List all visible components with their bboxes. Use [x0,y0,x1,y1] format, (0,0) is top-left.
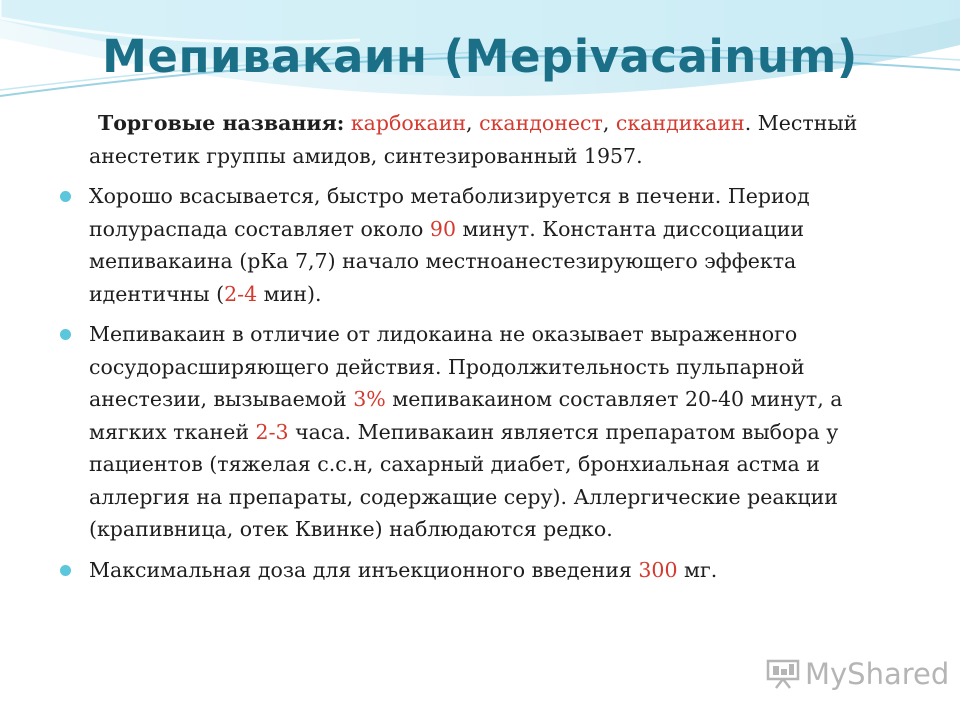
bullet-item [60,318,920,546]
bullet-item [60,180,920,310]
highlight-value: 300 [638,557,678,582]
highlight-value: 2-3 [255,419,289,444]
bullet-text: минут. Константа диссоциации мепивакаина (рКа 7,7) начало местноанестезирующего эффекта идентичны ( [89,216,805,306]
trade-names-label: Торговые названия: [98,111,345,135]
watermark-logo [766,656,949,692]
bullet-text: мин). [257,281,322,306]
bullet-item [60,554,920,587]
bullet-text: мг. [677,557,718,582]
bullet-text: мепивакаином составляет 20-40 минут, а мягких тканей [89,387,843,444]
bullet-dot-icon [60,329,71,340]
trade-name-1: карбокаин [350,111,467,135]
highlight-value: 2-4 [224,281,258,306]
slide-body [60,107,920,586]
bullet-text: Максимальная доза для инъекционного введения [89,557,639,582]
bullet-text: Хорошо всасывается, быстро метаболизируется в печени. Период полураспада составляет около [89,184,810,241]
watermark-text: MyShared [805,657,950,691]
trade-name-2: скандонест [479,111,603,135]
presentation-icon [766,659,800,689]
trade-name-separator: , [602,111,616,135]
page-title: Мепивакаин (Mepivacainum) [102,30,858,83]
trade-name-separator: , [466,111,480,135]
highlight-value: 3% [353,387,386,411]
intro-paragraph [60,107,920,172]
bullet-text: Мепивакаин в отличие от лидокаина не оказывает выраженного сосудорасширяющего действия. Продолжительность пульпарной анестезии, вызываемой [89,322,805,411]
bullet-text: часа. Мепивакаин является препаратом выбора у пациентов (тяжелая с.с.н, сахарный диабет, бронхиальная астма и аллергия на препараты, содержащие серу). Аллергические реакции (крапивница, отек Квинке) наблюдаются редко. [89,419,839,541]
bullet-dot-icon [60,191,71,202]
intro-description: . Местный анестетик группы амидов, синтезированный 1957. [89,111,858,168]
highlight-value: 90 [429,216,456,241]
trade-name-3: скандикаин [615,111,745,135]
bullet-dot-icon [60,565,71,576]
